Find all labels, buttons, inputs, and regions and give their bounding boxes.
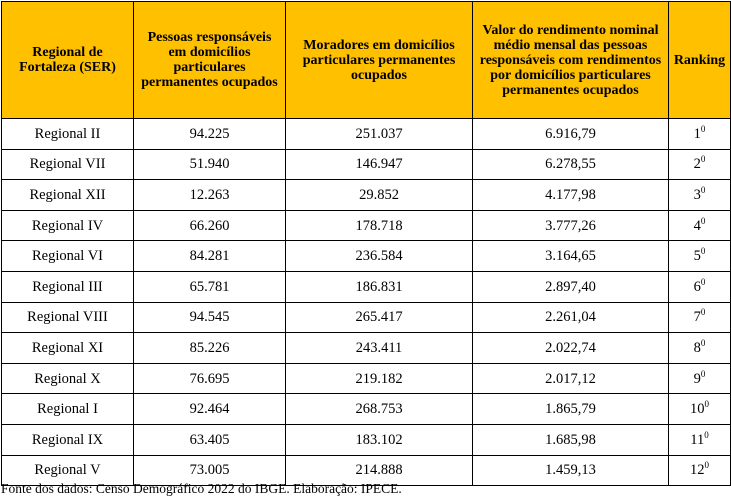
cell-ranking [669,210,731,241]
header-moradores: Moradores em domicílios particulares permanentes ocupados [286,2,473,119]
header-ranking: Ranking [669,2,731,119]
table-row [2,119,731,150]
table-row [2,271,731,302]
cell-ranking [669,394,731,425]
cell-rendimento: 2.261,04 [473,302,669,333]
cell-ranking [669,119,731,150]
table-row [2,394,731,425]
header-rendimento: Valor do rendimento nominal médio mensal das pessoas responsáveis com rendimentos por domicílios particulares permanentes ocupados [473,2,669,119]
cell-ranking [669,241,731,272]
ranking-ordinal-mark: 0 [700,368,706,379]
ranking-number: 3 [693,186,701,203]
table-row [2,241,731,272]
cell-moradores: 243.411 [286,333,473,364]
cell-responsaveis: 85.226 [134,333,286,364]
cell-responsaveis: 84.281 [134,241,286,272]
ranking-number: 5 [693,248,701,265]
cell-responsaveis: 65.781 [134,271,286,302]
cell-responsaveis: 63.405 [134,424,286,455]
cell-moradores: 186.831 [286,271,473,302]
table-row [2,180,731,211]
table-row [2,302,731,333]
table-row [2,210,731,241]
ranking-number: 4 [693,217,701,234]
cell-regional: Regional V [2,455,134,486]
cell-regional: Regional IV [2,210,134,241]
ranking-number: 11 [690,431,705,448]
cell-responsaveis: 66.260 [134,210,286,241]
cell-regional: Regional VI [2,241,134,272]
cell-rendimento: 6.916,79 [473,119,669,150]
table-row [2,424,731,455]
cell-responsaveis: 51.940 [134,149,286,180]
ranking-ordinal-mark: 0 [704,460,709,471]
cell-rendimento: 2.022,74 [473,333,669,364]
ranking-ordinal-mark: 0 [700,337,706,348]
cell-moradores: 178.718 [286,210,473,241]
table-row [2,149,731,180]
ranking-ordinal-mark: 0 [700,276,706,287]
cell-moradores: 268.753 [286,394,473,425]
cell-ranking [669,424,731,455]
cell-responsaveis: 73.005 [134,455,286,486]
cell-regional: Regional XII [2,180,134,211]
ranking-ordinal-mark: 0 [700,307,706,318]
cell-rendimento: 1.865,79 [473,394,669,425]
cell-regional: Regional I [2,394,134,425]
cell-rendimento: 2.897,40 [473,271,669,302]
cell-responsaveis: 92.464 [134,394,286,425]
cell-rendimento: 2.017,12 [473,363,669,394]
ranking-ordinal-mark: 0 [700,246,706,257]
ranking-ordinal-mark: 0 [700,123,706,134]
cell-moradores: 219.182 [286,363,473,394]
ranking-number: 1 [693,125,701,142]
income-table [1,1,731,486]
cell-moradores: 214.888 [286,455,473,486]
cell-responsaveis: 94.545 [134,302,286,333]
cell-moradores: 236.584 [286,241,473,272]
cell-responsaveis: 94.225 [134,119,286,150]
header-row [2,2,731,119]
cell-regional: Regional III [2,271,134,302]
cell-ranking [669,302,731,333]
source-footnote: Fonte dos dados: Censo Demográfico 2022 do IBGE. Elaboração: IPECE. [1,481,402,496]
cell-regional: Regional VII [2,149,134,180]
table-row [2,333,731,364]
ranking-ordinal-mark: 0 [700,184,706,195]
cell-ranking [669,455,731,486]
cell-moradores: 183.102 [286,424,473,455]
cell-responsaveis: 76.695 [134,363,286,394]
cell-ranking [669,333,731,364]
cell-ranking [669,149,731,180]
cell-rendimento: 3.164,65 [473,241,669,272]
ranking-number: 9 [693,370,701,387]
ranking-number: 7 [693,309,701,326]
cell-moradores: 29.852 [286,180,473,211]
ranking-number: 2 [693,156,701,173]
cell-regional: Regional II [2,119,134,150]
cell-rendimento: 6.278,55 [473,149,669,180]
cell-regional: Regional VIII [2,302,134,333]
cell-regional: Regional X [2,363,134,394]
cell-responsaveis: 12.263 [134,180,286,211]
cell-regional: Regional XI [2,333,134,364]
table-row [2,363,731,394]
cell-moradores: 251.037 [286,119,473,150]
cell-rendimento: 1.685,98 [473,424,669,455]
cell-rendimento: 4.177,98 [473,180,669,211]
ranking-number: 8 [693,339,701,356]
ranking-ordinal-mark: 0 [700,215,706,226]
cell-ranking [669,271,731,302]
cell-regional: Regional IX [2,424,134,455]
ranking-number: 10 [690,401,705,418]
cell-ranking [669,363,731,394]
ranking-ordinal-mark: 0 [700,154,706,165]
cell-moradores: 265.417 [286,302,473,333]
ranking-number: 6 [693,278,701,295]
ranking-ordinal-mark: 0 [704,399,709,410]
cell-rendimento: 3.777,26 [473,210,669,241]
ranking-number: 12 [690,462,705,479]
cell-rendimento: 1.459,13 [473,455,669,486]
ranking-ordinal-mark: 0 [704,429,709,440]
cell-moradores: 146.947 [286,149,473,180]
header-regional: Regional de Fortaleza (SER) [2,2,134,119]
cell-ranking [669,180,731,211]
header-responsaveis: Pessoas responsáveis em domicílios particulares permanentes ocupados [134,2,286,119]
